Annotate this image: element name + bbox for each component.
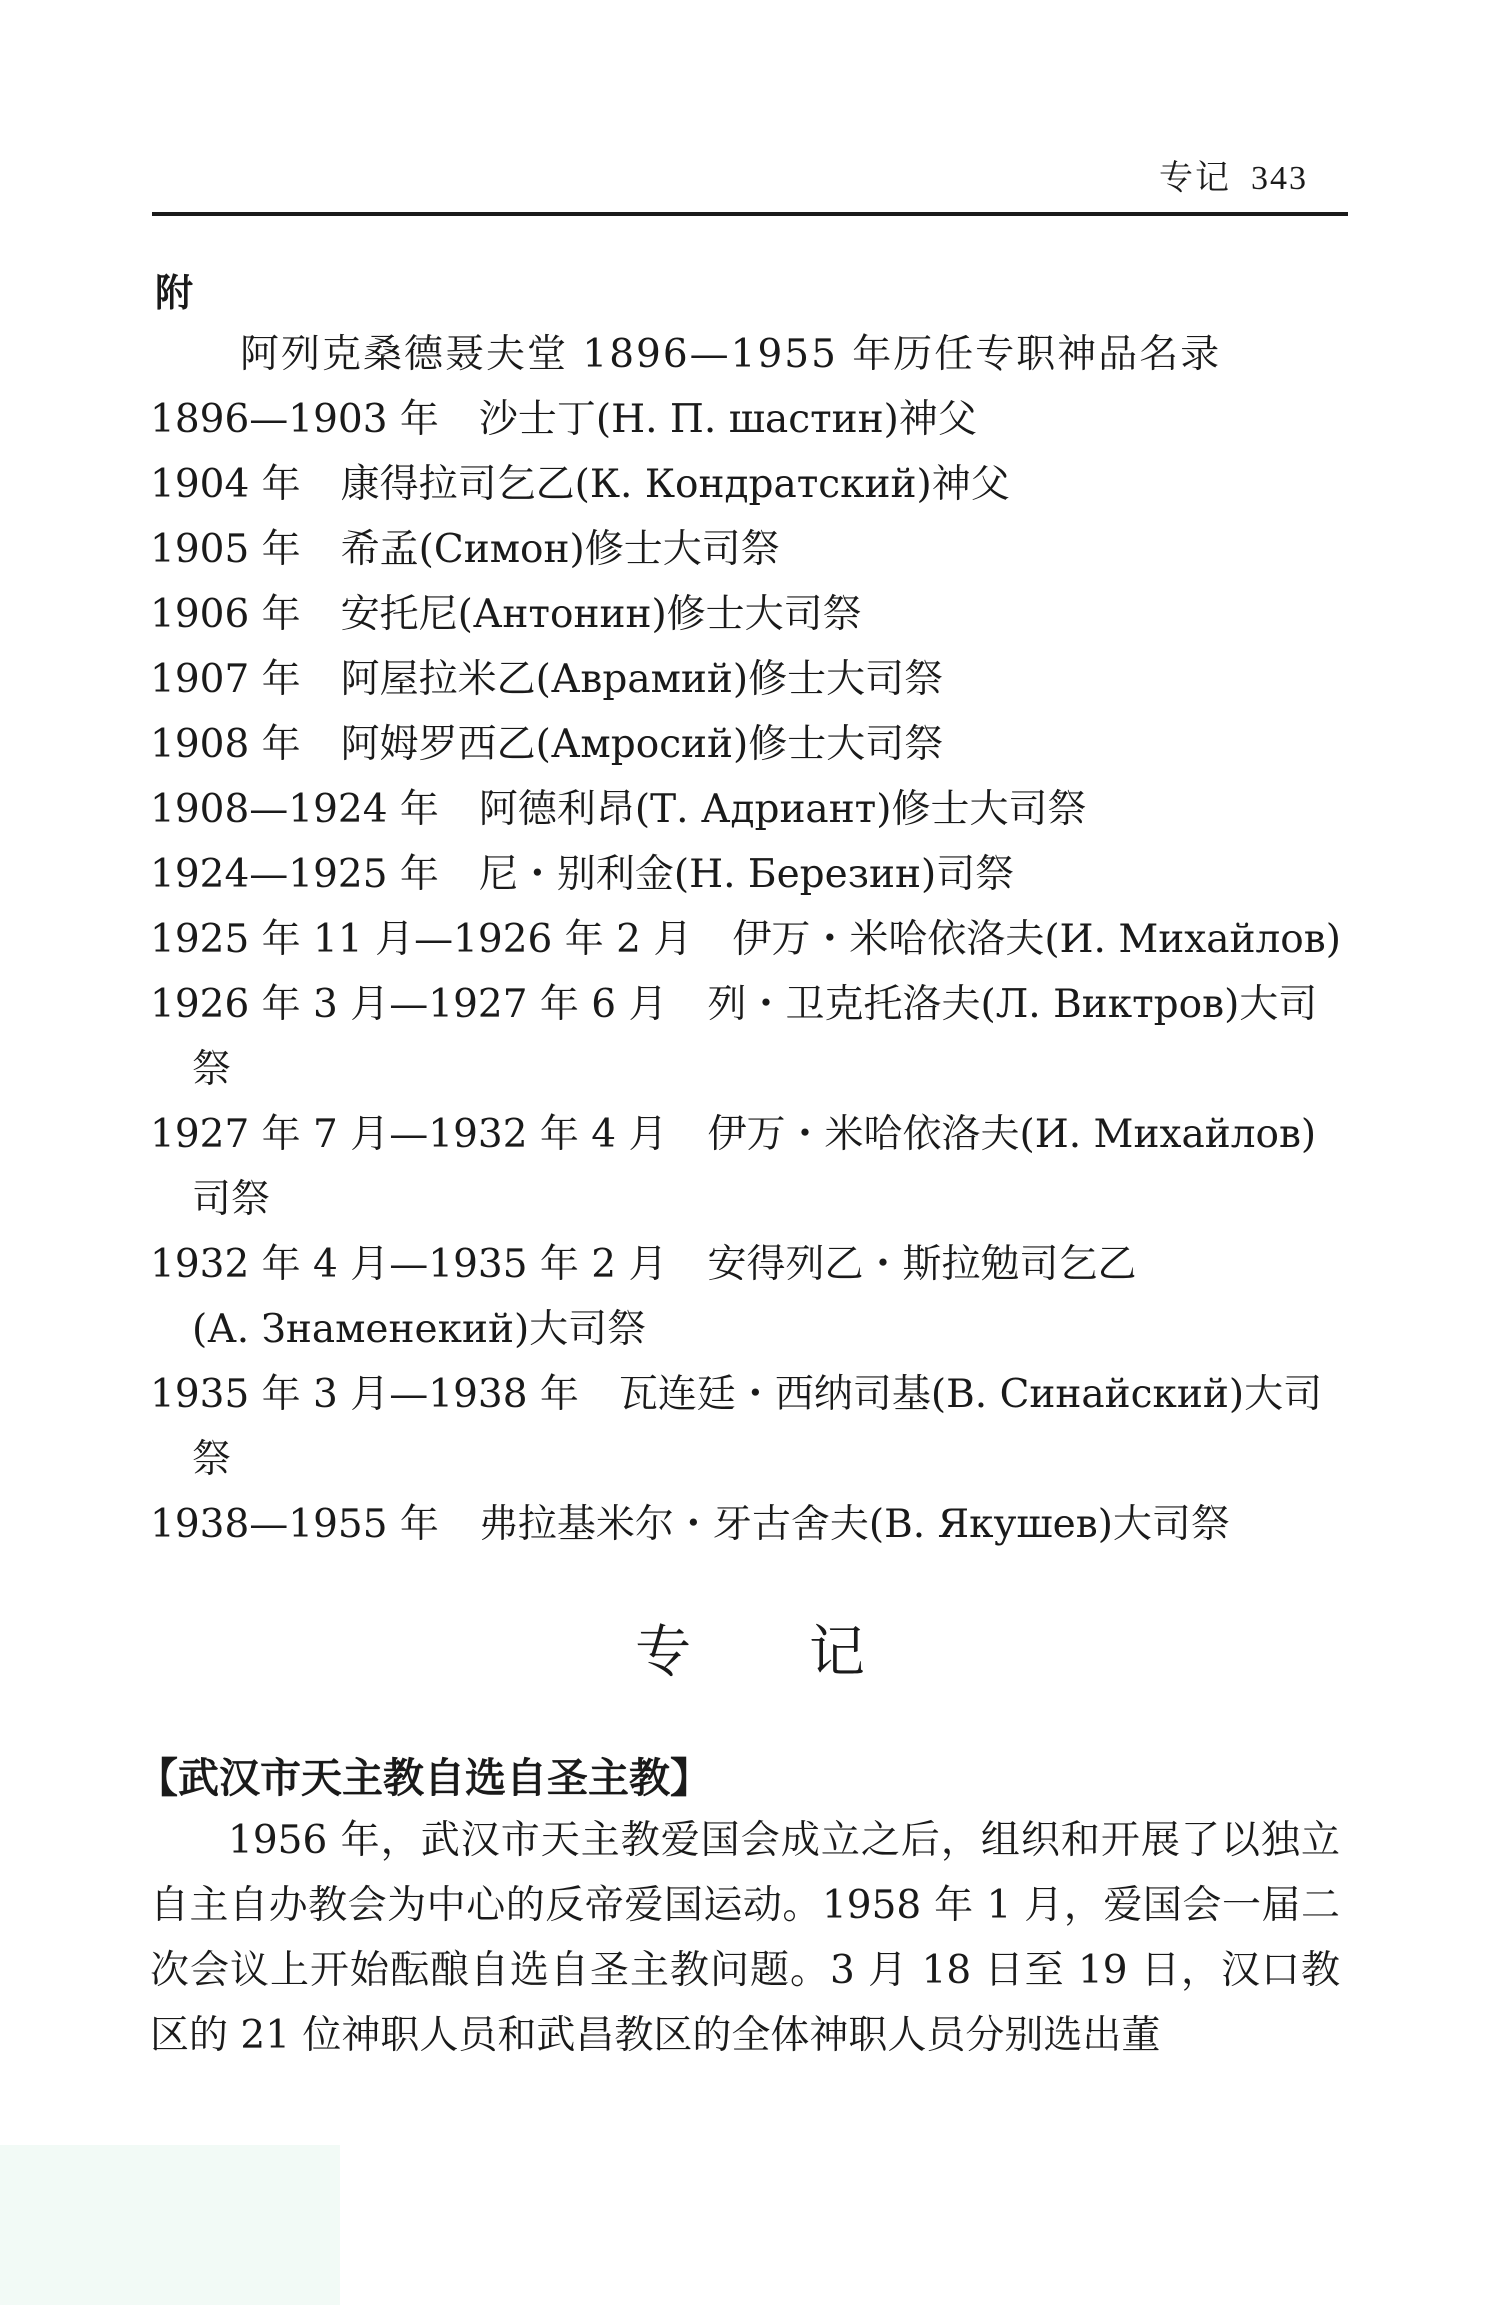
list-item bbox=[150, 647, 1350, 712]
entry-text: 安得列乙・斯拉勉司乞乙 bbox=[707, 1242, 1137, 1287]
list-item bbox=[150, 1492, 1350, 1557]
entry-text: 康得拉司乞乙(К. Кондратский)神父 bbox=[340, 462, 1010, 507]
entry-text: 阿德利昂(Т. Адриант)修士大司祭 bbox=[478, 787, 1087, 832]
entry-text: 安托尼(Антонин)修士大司祭 bbox=[340, 592, 862, 637]
entry-continuation: (А. Знаменекий)大司祭 bbox=[192, 1307, 647, 1352]
header-section-label: 专记 bbox=[1159, 158, 1231, 198]
entry-continuation: 司祭 bbox=[192, 1177, 271, 1222]
list-item bbox=[150, 712, 1350, 777]
entry-date: 1908 年 bbox=[150, 722, 301, 767]
entry-text: 希孟(Симон)修士大司祭 bbox=[340, 527, 780, 572]
article-title: 【武汉市天主教自选自圣主教】 bbox=[137, 1754, 711, 1802]
entry-date: 1924—1925 年 bbox=[150, 852, 439, 897]
list-item bbox=[150, 517, 1350, 582]
article-body bbox=[150, 1808, 1340, 2068]
entry-text: 弗拉基米尔・牙古舍夫(В. Якушев)大司祭 bbox=[478, 1502, 1230, 1547]
entry-date: 1925 年 11 月—1926 年 2 月 bbox=[150, 917, 693, 962]
list-item bbox=[150, 842, 1350, 907]
entry-text: 阿姆罗西乙(Амросий)修士大司祭 bbox=[340, 722, 944, 767]
entry-text: 阿屋拉米乙(Аврамий)修士大司祭 bbox=[340, 657, 944, 702]
list-item bbox=[150, 777, 1350, 842]
entry-date: 1905 年 bbox=[150, 527, 301, 572]
list-item bbox=[150, 907, 1350, 972]
list-item bbox=[150, 452, 1350, 517]
entry-date: 1904 年 bbox=[150, 462, 301, 507]
entry-date: 1935 年 3 月—1938 年 bbox=[150, 1372, 579, 1417]
list-item bbox=[150, 1102, 1350, 1232]
list-item bbox=[150, 972, 1350, 1102]
entry-date: 1932 年 4 月—1935 年 2 月 bbox=[150, 1242, 668, 1287]
section-heading: 专 记 bbox=[635, 1620, 865, 1685]
scan-artifact bbox=[0, 2145, 340, 2305]
list-item bbox=[150, 582, 1350, 647]
entry-date: 1896—1903 年 bbox=[150, 397, 439, 442]
entry-text: 伊万・米哈依洛夫(И. Михайлов) bbox=[732, 917, 1341, 962]
entry-text: 瓦连廷・西纳司基(В. Синайский)大司 bbox=[618, 1372, 1323, 1417]
entry-text: 伊万・米哈依洛夫(И. Михайлов) bbox=[707, 1112, 1317, 1157]
list-item bbox=[150, 387, 1350, 452]
article-paragraph: 1956 年，武汉市天主教爱国会成立之后，组织和开展了以独立自主自办教会为中心的反帝爱国运动。1958 年 1 月，爱国会一届二次会议上开始酝酿自选自圣主教问题。3 月 18 日至 19 日，汉口教区的 21 位神职人员和武昌教区的全体神职人员分别选出董 bbox=[150, 1818, 1340, 2058]
appendix-title: 阿列克桑德聂夫堂 1896—1955 年历任专职神品名录 bbox=[240, 332, 1222, 377]
clergy-list bbox=[150, 387, 1350, 1557]
entry-date: 1926 年 3 月—1927 年 6 月 bbox=[150, 982, 668, 1027]
entry-date: 1927 年 7 月—1932 年 4 月 bbox=[150, 1112, 668, 1157]
list-item bbox=[150, 1362, 1350, 1492]
entry-text: 尼・别利金(Н. Березин)司祭 bbox=[478, 852, 1015, 897]
entry-date: 1908—1924 年 bbox=[150, 787, 439, 832]
list-item bbox=[150, 1232, 1350, 1362]
entry-continuation: 祭 bbox=[192, 1047, 232, 1092]
entry-date: 1938—1955 年 bbox=[150, 1502, 439, 1547]
appendix-mark: 附 bbox=[155, 271, 194, 315]
entry-text: 沙士丁(Н. П. шастин)神父 bbox=[478, 397, 977, 442]
running-header bbox=[1159, 150, 1308, 199]
entry-date: 1907 年 bbox=[150, 657, 301, 702]
entry-continuation: 祭 bbox=[192, 1437, 232, 1482]
entry-date: 1906 年 bbox=[150, 592, 301, 637]
header-rule bbox=[152, 212, 1348, 216]
page-number: 343 bbox=[1251, 160, 1308, 197]
entry-text: 列・卫克托洛夫(Л. Виктров)大司 bbox=[707, 982, 1318, 1027]
